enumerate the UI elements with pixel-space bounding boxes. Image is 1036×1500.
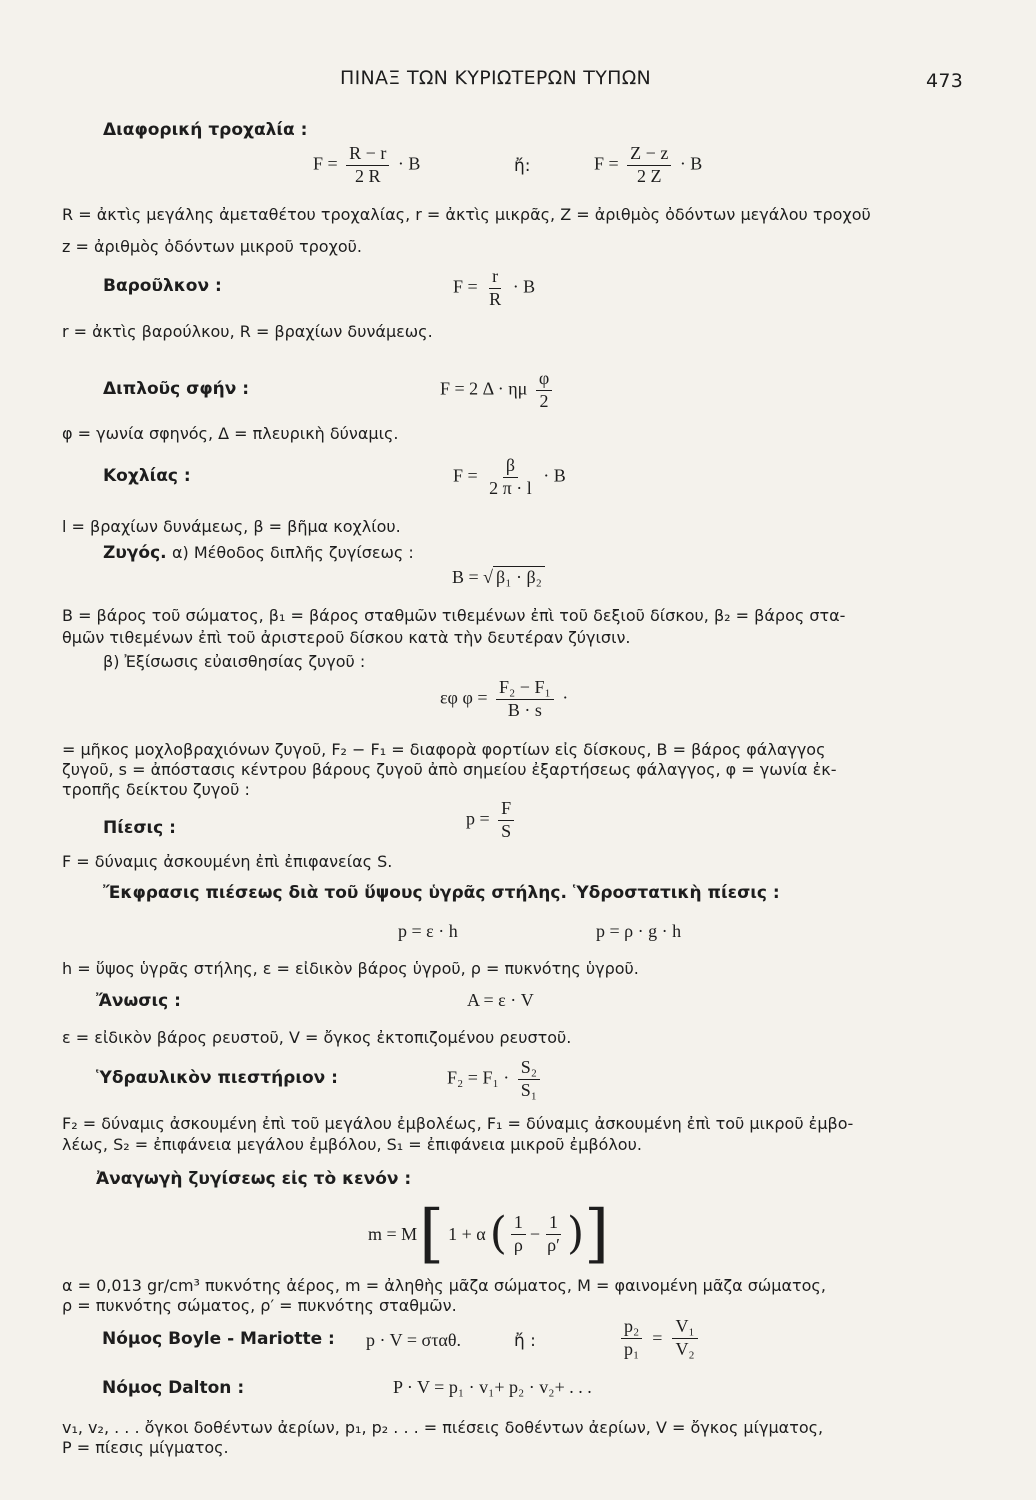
right-bracket: ] bbox=[584, 1197, 610, 1271]
description-line: ζυγοῦ, s = ἀπόστασις κέντρου βάρους ζυγοῦ ἀπὸ σημείου ἐξαρτήσεως φάλαγγος, φ = γωνία ἐκ- bbox=[62, 760, 837, 779]
formula-lhs: F = bbox=[453, 465, 478, 486]
denominator: ρ′ bbox=[547, 1234, 560, 1255]
section-heading-balance: Ζυγός. bbox=[103, 543, 167, 563]
formula-lhs: m = M bbox=[368, 1223, 418, 1244]
description-line: α = 0,013 gr/cm³ πυκνότης ἀέρος, m = ἀληθὴς μᾶζα σώματος, M = φαινομένη μᾶζα σώματος, bbox=[62, 1276, 826, 1295]
fraction bbox=[518, 1058, 540, 1101]
method-b-label: β) Ἐξίσωσις εὐαισθησίας ζυγοῦ : bbox=[103, 652, 366, 671]
description-line: F₂ = δύναμις ἀσκουμένη ἐπὶ τοῦ μεγάλου ἐμβολέως, F₁ = δύναμις ἀσκουμένη ἐπὶ τοῦ μικροῦ ἐμβο- bbox=[62, 1114, 854, 1133]
fraction bbox=[536, 369, 552, 412]
numerator: φ bbox=[536, 369, 552, 391]
formula-buoyancy: A = ε · V bbox=[467, 990, 534, 1010]
denominator: ρ bbox=[513, 1234, 523, 1255]
section-heading-double-wedge: Διπλοῦς σφήν : bbox=[103, 379, 250, 399]
description-line: φ = γωνία σφηνός, Δ = πλευρικὴ δύναμις. bbox=[62, 424, 399, 443]
denominator: B · s bbox=[507, 699, 542, 720]
description-line: ε = εἰδικὸν βάρος ρευστοῦ, V = ὄγκος ἐκτοπιζομένου ρευστοῦ. bbox=[62, 1028, 572, 1047]
description-line: v₁, v₂, . . . ὄγκοι δοθέντων ἀερίων, p₁, p₂ . . . = πιέσεις δοθέντων ἀερίων, V = ὄγκος μίγματος, bbox=[62, 1418, 824, 1437]
section-heading-hydraulic-press: Ὑδραυλικὸν πιεστήριον : bbox=[96, 1068, 338, 1088]
formula-tail: · B bbox=[543, 465, 566, 486]
formula-boyle-ratio bbox=[617, 1317, 702, 1360]
description-line: θμῶν τιθεμένων ἐπὶ τοῦ ἀριστεροῦ δίσκου κατὰ τὴν δευτέραν ζύγισιν. bbox=[62, 628, 631, 647]
formula-tail: · bbox=[562, 687, 569, 708]
numerator: r bbox=[489, 267, 501, 289]
formula-differential-pulley-1 bbox=[313, 144, 420, 187]
page-number: 473 bbox=[926, 70, 964, 92]
section-heading-pressure: Πίεσις : bbox=[103, 818, 176, 838]
numerator: F bbox=[498, 799, 514, 821]
numerator: β bbox=[503, 456, 518, 478]
denominator: 2 Z bbox=[636, 165, 662, 186]
description-line: R = ἀκτὶς μεγάλης ἀμεταθέτου τροχαλίας, r = ἀκτὶς μικρᾶς, Z = ἀριθμὸς ὀδόντων μεγάλου τροχοῦ bbox=[62, 205, 871, 224]
denominator: S₁ bbox=[520, 1079, 538, 1100]
formula-differential-pulley-2 bbox=[594, 144, 702, 187]
formula-inner: 1 + α bbox=[448, 1223, 486, 1244]
formula-pressure bbox=[466, 799, 518, 842]
description-line: z = ἀριθμὸς ὀδόντων μικροῦ τροχοῦ. bbox=[62, 237, 362, 256]
fraction bbox=[486, 267, 504, 310]
fraction bbox=[498, 799, 514, 842]
or-word: ἤ: bbox=[514, 156, 531, 176]
numerator: R − r bbox=[346, 144, 389, 166]
formula-screw bbox=[453, 456, 566, 499]
section-heading-differential-pulley: Διαφορική τροχαλία : bbox=[103, 120, 308, 140]
formula-hydrostatic-2: p = ρ · g · h bbox=[596, 921, 682, 941]
formula-lhs: F = bbox=[313, 153, 338, 174]
denominator: p₁ bbox=[624, 1338, 640, 1359]
formula-boyle: p · V = σταθ. bbox=[366, 1330, 461, 1350]
description-line: τροπῆς δείκτου ζυγοῦ : bbox=[62, 780, 250, 799]
description-line: ρ = πυκνότης σώματος, ρ′ = πυκνότης σταθμῶν. bbox=[62, 1296, 457, 1315]
left-paren: ( bbox=[489, 1208, 507, 1259]
fraction bbox=[486, 456, 535, 499]
denominator: V₂ bbox=[675, 1338, 695, 1359]
right-paren: ) bbox=[566, 1208, 585, 1259]
formula-lhs: B = √ bbox=[452, 567, 494, 587]
numerator: S₂ bbox=[518, 1058, 540, 1080]
fraction bbox=[496, 678, 554, 721]
denominator: 2 R bbox=[354, 165, 381, 186]
description-line: B = βάρος τοῦ σώματος, β₁ = βάρος σταθμῶν τιθεμένων ἐπὶ τοῦ δεξιοῦ δίσκου, β₂ = βάρος στα- bbox=[62, 606, 846, 625]
equals-sign: = bbox=[652, 1327, 663, 1348]
formula-tail: · B bbox=[397, 153, 421, 174]
fraction bbox=[346, 144, 389, 187]
formula-lhs: p = bbox=[466, 808, 490, 829]
description-line: r = ἀκτὶς βαρούλκου, R = βραχίων δυνάμεως. bbox=[62, 322, 433, 341]
section-heading-boyle-mariotte: Νόμος Boyle - Mariotte : bbox=[102, 1329, 335, 1349]
section-heading-windlass: Βαροῦλκον : bbox=[103, 276, 222, 296]
description-line: F = δύναμις ἀσκουμένη ἐπὶ ἐπιφανείας S. bbox=[62, 852, 393, 871]
numerator: F₂ − F₁ bbox=[496, 678, 554, 700]
formula-double-wedge bbox=[440, 369, 556, 412]
formula-tail: · B bbox=[679, 153, 703, 174]
description-line: λέως, S₂ = ἐπιφάνεια μεγάλου ἐμβόλου, S₁ = ἐπιφάνεια μικροῦ ἐμβόλου. bbox=[62, 1135, 642, 1154]
minus-sign: − bbox=[529, 1223, 541, 1244]
radicand: β₁ · β₂ bbox=[493, 566, 545, 587]
formula-sensitivity bbox=[440, 678, 568, 721]
denominator: 2 bbox=[539, 390, 549, 411]
numerator: V₁ bbox=[672, 1317, 697, 1339]
formula-hydraulic-press bbox=[447, 1058, 544, 1101]
formula-lhs: F = bbox=[453, 276, 478, 297]
description-line: l = βραχίων δυνάμεως, β = βῆμα κοχλίου. bbox=[62, 517, 401, 536]
fraction bbox=[544, 1213, 563, 1256]
denominator: R bbox=[489, 288, 502, 309]
description-line: = μῆκος μοχλοβραχιόνων ζυγοῦ, F₂ − F₁ = διαφορὰ φορτίων εἰς δίσκους, B = βάρος φάλαγγος bbox=[62, 740, 826, 759]
formula-lhs: εφ φ = bbox=[440, 687, 488, 708]
formula-lhs: F₂ = F₁ · bbox=[447, 1067, 510, 1088]
section-heading-vacuum-reduction: Ἀναγωγὴ ζυγίσεως εἰς τὸ κενόν : bbox=[96, 1169, 412, 1189]
denominator: S bbox=[501, 820, 512, 841]
fraction bbox=[511, 1213, 526, 1256]
formula-tail: · B bbox=[512, 276, 536, 297]
numerator: 1 bbox=[511, 1213, 526, 1235]
fraction bbox=[621, 1317, 642, 1360]
section-heading-dalton: Νόμος Dalton : bbox=[102, 1378, 245, 1398]
numerator: p₂ bbox=[621, 1317, 642, 1339]
section-heading-screw: Κοχλίας : bbox=[103, 466, 191, 486]
formula-double-weighing bbox=[452, 567, 545, 588]
formula-hydrostatic-1: p = ε · h bbox=[398, 921, 458, 941]
fraction bbox=[627, 144, 671, 187]
numerator: Z − z bbox=[627, 144, 671, 166]
method-a-label: α) Μέθοδος διπλῆς ζυγίσεως : bbox=[172, 543, 414, 562]
section-heading-buoyancy: Ἄνωσις : bbox=[96, 991, 181, 1011]
formula-windlass bbox=[453, 267, 535, 310]
left-bracket: [ bbox=[419, 1197, 445, 1271]
description-line: P = πίεσις μίγματος. bbox=[62, 1438, 229, 1457]
formula-lhs: F = 2 Δ · ημ bbox=[440, 378, 528, 399]
description-line: h = ὕψος ὑγρᾶς στήλης, ε = εἰδικὸν βάρος ὑγροῦ, ρ = πυκνότης ὑγροῦ. bbox=[62, 959, 639, 978]
section-heading-hydrostatic-pressure: Ἔκφρασις πιέσεως διὰ τοῦ ὕψους ὑγρᾶς στήλης. Ὑδροστατικὴ πίεσις : bbox=[103, 883, 780, 903]
formula-lhs: F = bbox=[594, 153, 619, 174]
formula-vacuum-reduction bbox=[368, 1197, 610, 1271]
fraction bbox=[672, 1317, 697, 1360]
or-word: ἤ : bbox=[514, 1331, 536, 1351]
numerator: 1 bbox=[546, 1213, 561, 1235]
formula-dalton: P · V = p₁ · v₁+ p₂ · v₂+ . . . bbox=[393, 1377, 592, 1397]
denominator: 2 π · l bbox=[489, 477, 532, 498]
running-title: ΠΙΝΑΞ ΤΩΝ ΚΥΡΙΩΤΕΡΩΝ ΤΥΠΩΝ bbox=[340, 67, 652, 89]
